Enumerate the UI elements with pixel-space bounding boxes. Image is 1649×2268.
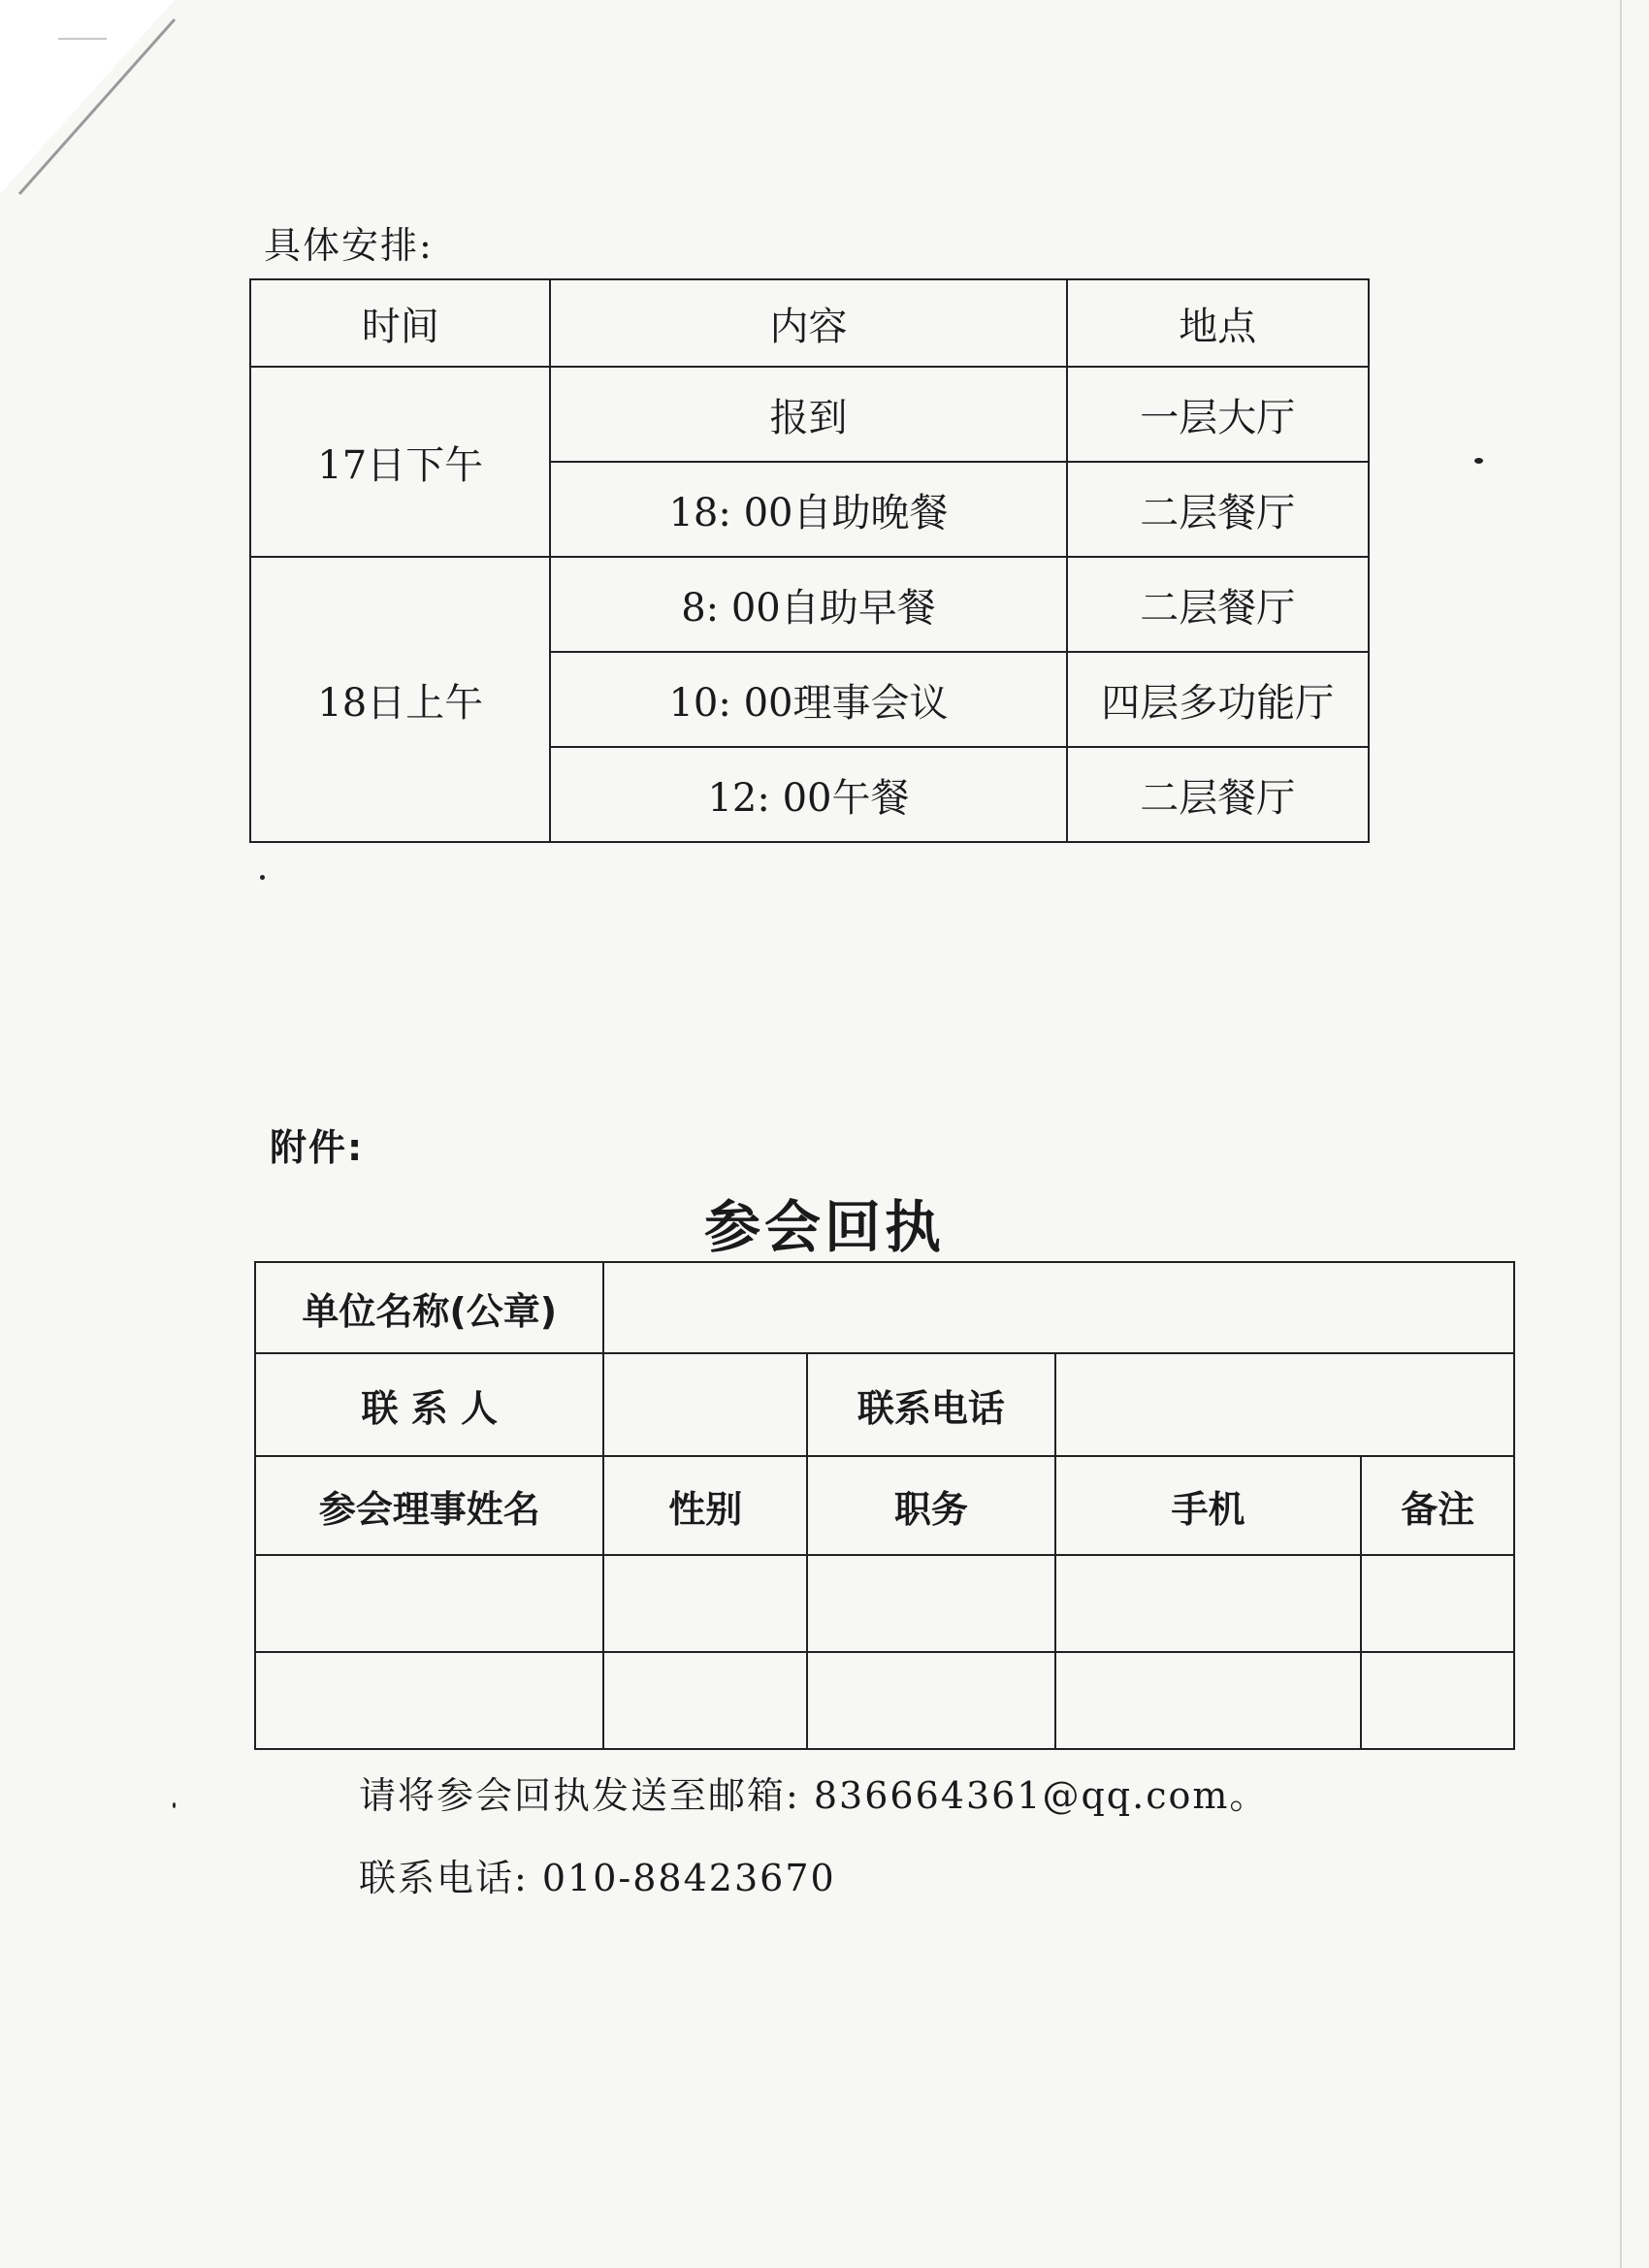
unit-name-field[interactable] xyxy=(603,1262,1514,1353)
schedule-table xyxy=(249,278,1370,843)
entry-mobile-cell[interactable] xyxy=(1055,1555,1361,1652)
schedule-content: 8: 00自助早餐 xyxy=(550,557,1066,652)
unit-name-label: 单位名称(公章) xyxy=(255,1262,603,1353)
schedule-heading: 具体安排: xyxy=(264,224,434,267)
phone-label: 联系电话 xyxy=(807,1353,1055,1456)
column-name: 参会理事姓名 xyxy=(255,1456,603,1555)
receipt-contact-row xyxy=(255,1353,1514,1456)
entry-gender-cell[interactable] xyxy=(603,1555,807,1652)
column-position: 职务 xyxy=(807,1456,1055,1555)
entry-position-cell[interactable] xyxy=(807,1652,1055,1749)
schedule-content: 12: 00午餐 xyxy=(550,747,1066,842)
entry-name-cell[interactable] xyxy=(255,1652,603,1749)
entry-gender-cell[interactable] xyxy=(603,1652,807,1749)
schedule-location: 二层餐厅 xyxy=(1067,557,1369,652)
schedule-content: 报到 xyxy=(550,367,1066,462)
entry-mobile-cell[interactable] xyxy=(1055,1652,1361,1749)
schedule-header-row xyxy=(250,279,1369,367)
column-mobile: 手机 xyxy=(1055,1456,1361,1555)
column-remarks: 备注 xyxy=(1361,1456,1514,1555)
receipt-columns-row xyxy=(255,1456,1514,1555)
receipt-unit-row xyxy=(255,1262,1514,1353)
phone-note: 联系电话: 010-88423670 xyxy=(359,1857,836,1899)
entry-name-cell[interactable] xyxy=(255,1555,603,1652)
contact-field[interactable] xyxy=(603,1353,807,1456)
receipt-entry-row xyxy=(255,1555,1514,1652)
attachment-label: 附件: xyxy=(270,1126,365,1169)
schedule-content: 10: 00理事会议 xyxy=(550,652,1066,747)
receipt-entry-row xyxy=(255,1652,1514,1749)
scan-speck xyxy=(1474,458,1483,464)
schedule-row xyxy=(250,557,1369,652)
schedule-location: 四层多功能厅 xyxy=(1067,652,1369,747)
scan-speck xyxy=(173,1802,176,1808)
page-edge xyxy=(1620,0,1622,2268)
day1-time: 17日下午 xyxy=(250,367,550,557)
entry-position-cell[interactable] xyxy=(807,1555,1055,1652)
schedule-content: 18: 00自助晚餐 xyxy=(550,462,1066,557)
folded-corner xyxy=(0,0,194,204)
receipt-title: 参会回执 xyxy=(703,1194,945,1260)
scan-speck xyxy=(260,875,265,880)
contact-label: 联 系 人 xyxy=(255,1353,603,1456)
header-time: 时间 xyxy=(250,279,550,367)
receipt-form xyxy=(254,1261,1515,1750)
day2-time: 18日上午 xyxy=(250,557,550,842)
email-note: 请将参会回执发送至邮箱: 836664361@qq.com。 xyxy=(359,1774,1269,1817)
header-content: 内容 xyxy=(550,279,1066,367)
schedule-location: 二层餐厅 xyxy=(1067,747,1369,842)
entry-remarks-cell[interactable] xyxy=(1361,1652,1514,1749)
header-location: 地点 xyxy=(1067,279,1369,367)
schedule-location: 二层餐厅 xyxy=(1067,462,1369,557)
entry-remarks-cell[interactable] xyxy=(1361,1555,1514,1652)
schedule-row xyxy=(250,367,1369,462)
column-gender: 性别 xyxy=(603,1456,807,1555)
phone-field[interactable] xyxy=(1055,1353,1514,1456)
schedule-location: 一层大厅 xyxy=(1067,367,1369,462)
